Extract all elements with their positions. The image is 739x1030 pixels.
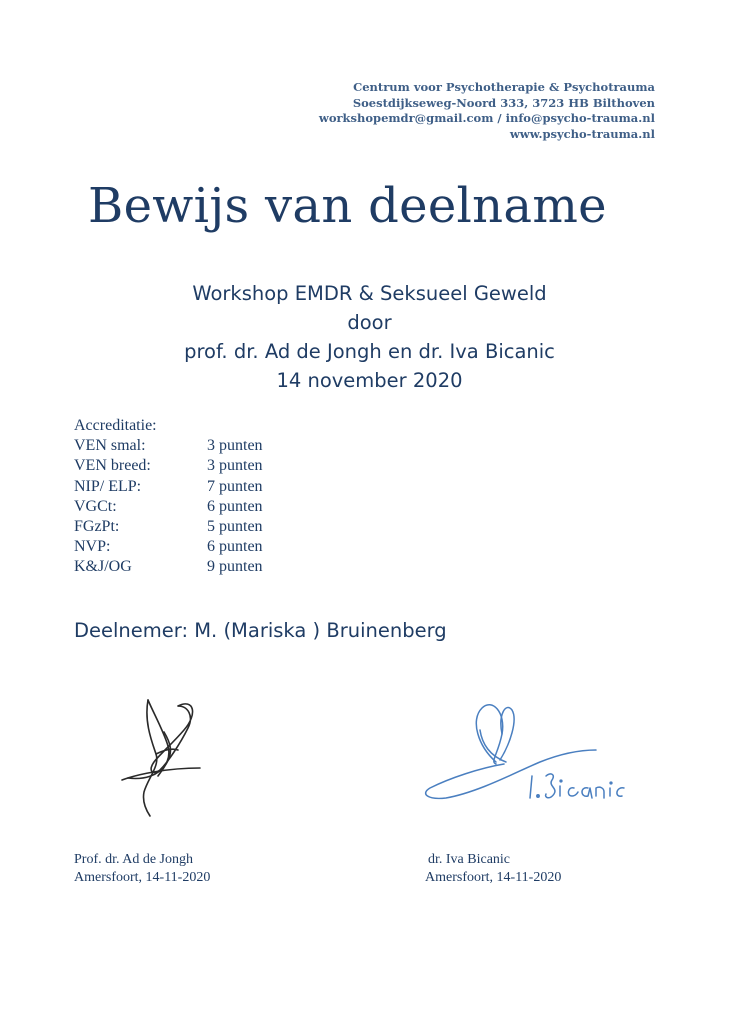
accreditation-label: K&J/OG	[74, 558, 132, 576]
certificate-title: Bewijs van deelname	[88, 178, 607, 234]
org-name: Centrum voor Psychotherapie & Psychotrauma	[353, 80, 655, 94]
event-name: Workshop EMDR & Seksueel Geweld	[192, 282, 547, 305]
signer-name: Prof. dr. Ad de Jongh	[74, 852, 193, 867]
event-date: 14 november 2020	[276, 369, 463, 392]
org-address: Soestdijkseweg-Noord 333, 3723 HB Bilthoven	[352, 95, 655, 110]
accreditation-label: FGzPt:	[74, 518, 120, 536]
accreditation-row	[74, 557, 263, 577]
accreditation-points: 5 punten	[207, 518, 263, 536]
accreditation-points: 3 punten	[207, 457, 263, 475]
accreditation-block	[74, 416, 263, 578]
signer-place-date: Amersfoort, 14-11-2020	[74, 870, 211, 885]
signer-name: dr. Iva Bicanic	[428, 852, 511, 867]
accreditation-row	[74, 456, 263, 476]
accreditation-row	[74, 477, 263, 497]
accreditation-points: 7 punten	[207, 477, 263, 495]
accreditation-row	[74, 436, 263, 456]
accreditation-row	[74, 537, 263, 557]
signature-bicanic-image	[420, 700, 630, 810]
accreditation-points: 6 punten	[207, 538, 263, 556]
org-emails: workshopemdr@gmail.com / info@psycho-trauma.nl	[318, 111, 655, 125]
participant-name: Deelnemer: M. (Mariska ) Bruinenberg	[74, 619, 447, 642]
accreditation-points: 9 punten	[207, 558, 263, 576]
org-website: www.psycho-trauma.nl	[509, 126, 655, 141]
accreditation-heading: Accreditatie:	[74, 417, 157, 434]
signer-block-de-jongh	[74, 851, 210, 887]
accreditation-points: 3 punten	[207, 437, 263, 455]
accreditation-points: 6 punten	[207, 497, 263, 515]
accreditation-label: NVP:	[74, 538, 111, 556]
letterhead	[319, 80, 655, 142]
accreditation-row	[74, 517, 263, 537]
accreditation-label: VEN breed:	[74, 457, 151, 475]
signer-place-date: Amersfoort, 14-11-2020	[425, 870, 562, 885]
accreditation-label: VGCt:	[74, 497, 117, 515]
event-presenters: prof. dr. Ad de Jongh en dr. Iva Bicanic	[184, 340, 555, 363]
signer-block-bicanic	[425, 851, 561, 887]
signature-de-jongh-image	[108, 692, 218, 822]
accreditation-label: VEN smal:	[74, 437, 146, 455]
accreditation-label: NIP/ ELP:	[74, 477, 142, 495]
accreditation-row	[74, 497, 263, 517]
event-by: door	[347, 311, 392, 334]
